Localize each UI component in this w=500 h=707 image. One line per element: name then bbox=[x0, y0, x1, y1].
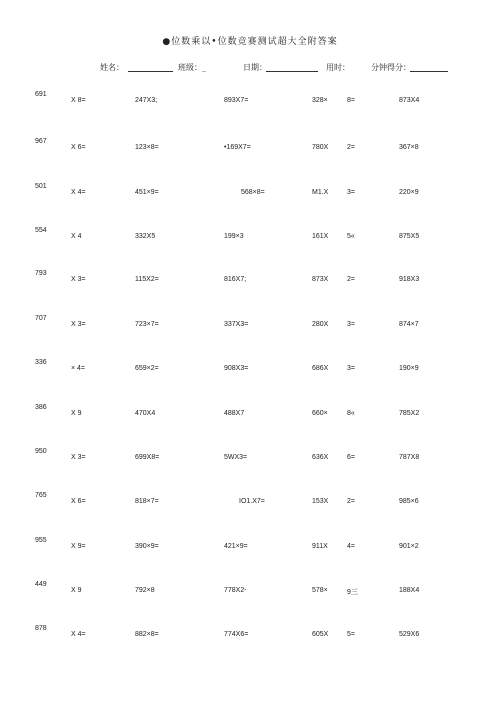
problem-cell: 390×9= bbox=[135, 543, 159, 550]
problem-row bbox=[0, 227, 500, 257]
multiplier-cell: 4= bbox=[347, 543, 355, 550]
problem-cell: 199×3 bbox=[224, 233, 244, 240]
problem-row bbox=[0, 537, 500, 567]
worksheet-title: ●位数乘以•位数竞赛测试超大全附答案 bbox=[162, 37, 338, 47]
name-label: 姓名： bbox=[100, 63, 124, 72]
row-number: 707 bbox=[35, 315, 47, 322]
multiplier-cell: X 3= bbox=[71, 276, 86, 283]
multiplier-cell: 3= bbox=[347, 321, 355, 328]
problem-row bbox=[0, 91, 500, 121]
problem-row bbox=[0, 315, 500, 345]
multiplier-cell: 3= bbox=[347, 365, 355, 372]
multiplier-cell: X 9 bbox=[71, 410, 82, 417]
problem-cell: 818×7= bbox=[135, 498, 159, 505]
multiplier-cell: × 4= bbox=[71, 365, 86, 372]
problem-cell: 161X bbox=[312, 233, 329, 240]
problem-row bbox=[0, 581, 500, 611]
row-number: 955 bbox=[35, 537, 47, 544]
class-label: 班级：_ bbox=[178, 63, 206, 72]
problem-cell: 247X3; bbox=[135, 97, 158, 104]
problem-cell: 875X5 bbox=[399, 233, 420, 240]
multiplier-cell: X 9 bbox=[71, 587, 82, 594]
multiplier-cell: X 6= bbox=[71, 144, 86, 151]
multiplier-cell: 3= bbox=[347, 189, 355, 196]
problem-row bbox=[0, 138, 500, 168]
problem-cell: 873X bbox=[312, 276, 329, 283]
score-underline bbox=[410, 71, 448, 72]
problem-cell: 785X2 bbox=[399, 410, 420, 417]
problem-cell: 332X5 bbox=[135, 233, 156, 240]
multiplier-cell: X 4 bbox=[71, 233, 82, 240]
problem-cell: 874×7 bbox=[399, 321, 419, 328]
multiplier-cell: X 6= bbox=[71, 498, 86, 505]
problem-cell: 792×8 bbox=[135, 587, 155, 594]
multiplier-cell: 5« bbox=[347, 233, 355, 240]
problem-cell: 816X7; bbox=[224, 276, 247, 283]
problem-cell: 188X4 bbox=[399, 587, 420, 594]
problem-row bbox=[0, 625, 500, 655]
problem-cell: 5WX3= bbox=[224, 454, 248, 461]
problem-cell: 774X6= bbox=[224, 631, 249, 638]
problem-cell: 893X7= bbox=[224, 97, 249, 104]
problem-cell: 873X4 bbox=[399, 97, 420, 104]
multiplier-cell: 2= bbox=[347, 276, 355, 283]
row-number: 967 bbox=[35, 138, 47, 145]
problem-cell: 723×7= bbox=[135, 321, 159, 328]
problem-cell: 328× bbox=[312, 97, 328, 104]
problem-cell: 123×8= bbox=[135, 144, 159, 151]
problem-cell: IO1.X7= bbox=[239, 498, 265, 505]
multiplier-cell: 5= bbox=[347, 631, 355, 638]
row-number: 336 bbox=[35, 359, 47, 366]
multiplier-cell: 8= bbox=[347, 97, 355, 104]
problem-cell: 605X bbox=[312, 631, 329, 638]
problem-cell: 686X bbox=[312, 365, 329, 372]
row-number: 449 bbox=[35, 581, 47, 588]
multiplier-cell: X 3= bbox=[71, 321, 86, 328]
row-number: 793 bbox=[35, 270, 47, 277]
problem-cell: 578× bbox=[312, 587, 328, 594]
problem-cell: 367×8 bbox=[399, 144, 419, 151]
row-number: 691 bbox=[35, 91, 47, 98]
date-label: 日期： bbox=[243, 63, 267, 72]
problem-row bbox=[0, 359, 500, 389]
row-number: 878 bbox=[35, 625, 47, 632]
multiplier-cell: 6= bbox=[347, 454, 355, 461]
row-number: 950 bbox=[35, 448, 47, 455]
problem-row bbox=[0, 404, 500, 434]
problem-cell: 911X bbox=[312, 543, 328, 550]
multiplier-cell: 9三 bbox=[347, 589, 358, 596]
problem-row bbox=[0, 492, 500, 522]
row-number: 554 bbox=[35, 227, 47, 234]
problem-cell: 918X3 bbox=[399, 276, 420, 283]
multiplier-cell: 2= bbox=[347, 144, 355, 151]
problem-cell: 780X bbox=[312, 144, 329, 151]
problem-cell: 421×9= bbox=[224, 543, 248, 550]
time-label: 用时： bbox=[326, 63, 350, 72]
problem-cell: 337X3= bbox=[224, 321, 249, 328]
multiplier-cell: X 8= bbox=[71, 97, 86, 104]
problem-cell: M1.X bbox=[312, 189, 329, 196]
problem-cell: 660× bbox=[312, 410, 328, 417]
problem-cell: 985×6 bbox=[399, 498, 419, 505]
score-label: 分钟得分： bbox=[371, 63, 411, 72]
problem-cell: 568×8= bbox=[241, 189, 265, 196]
problem-cell: 220×9 bbox=[399, 189, 419, 196]
problem-cell: 787X8 bbox=[399, 454, 420, 461]
problem-cell: 488X7 bbox=[224, 410, 245, 417]
problem-row bbox=[0, 183, 500, 213]
problem-row bbox=[0, 270, 500, 300]
problem-cell: 280X bbox=[312, 321, 329, 328]
problem-cell: 115X2= bbox=[135, 276, 159, 283]
problem-cell: 699X8= bbox=[135, 454, 160, 461]
row-number: 765 bbox=[35, 492, 47, 499]
problem-cell: 908X3= bbox=[224, 365, 249, 372]
problem-cell: 529X6 bbox=[399, 631, 420, 638]
row-number: 501 bbox=[35, 183, 47, 190]
name-underline bbox=[128, 71, 173, 72]
date-underline bbox=[266, 71, 318, 72]
multiplier-cell: X 4= bbox=[71, 631, 86, 638]
problem-cell: 901×2 bbox=[399, 543, 419, 550]
multiplier-cell: 8« bbox=[347, 410, 355, 417]
row-number: 386 bbox=[35, 404, 47, 411]
problem-cell: 190×9 bbox=[399, 365, 419, 372]
problem-cell: 778X2- bbox=[224, 587, 247, 594]
problem-row bbox=[0, 448, 500, 478]
problem-cell: 451×9= bbox=[135, 189, 159, 196]
problem-cell: 636X bbox=[312, 454, 329, 461]
multiplier-cell: X 3= bbox=[71, 454, 86, 461]
multiplier-cell: X 9= bbox=[71, 543, 86, 550]
multiplier-cell: 2= bbox=[347, 498, 355, 505]
problem-cell: 659×2= bbox=[135, 365, 159, 372]
problem-cell: 470X4 bbox=[135, 410, 156, 417]
problem-cell: 153X bbox=[312, 498, 329, 505]
multiplier-cell: X 4= bbox=[71, 189, 86, 196]
problem-cell: •169X7= bbox=[224, 144, 251, 151]
problem-cell: 882×8= bbox=[135, 631, 159, 638]
